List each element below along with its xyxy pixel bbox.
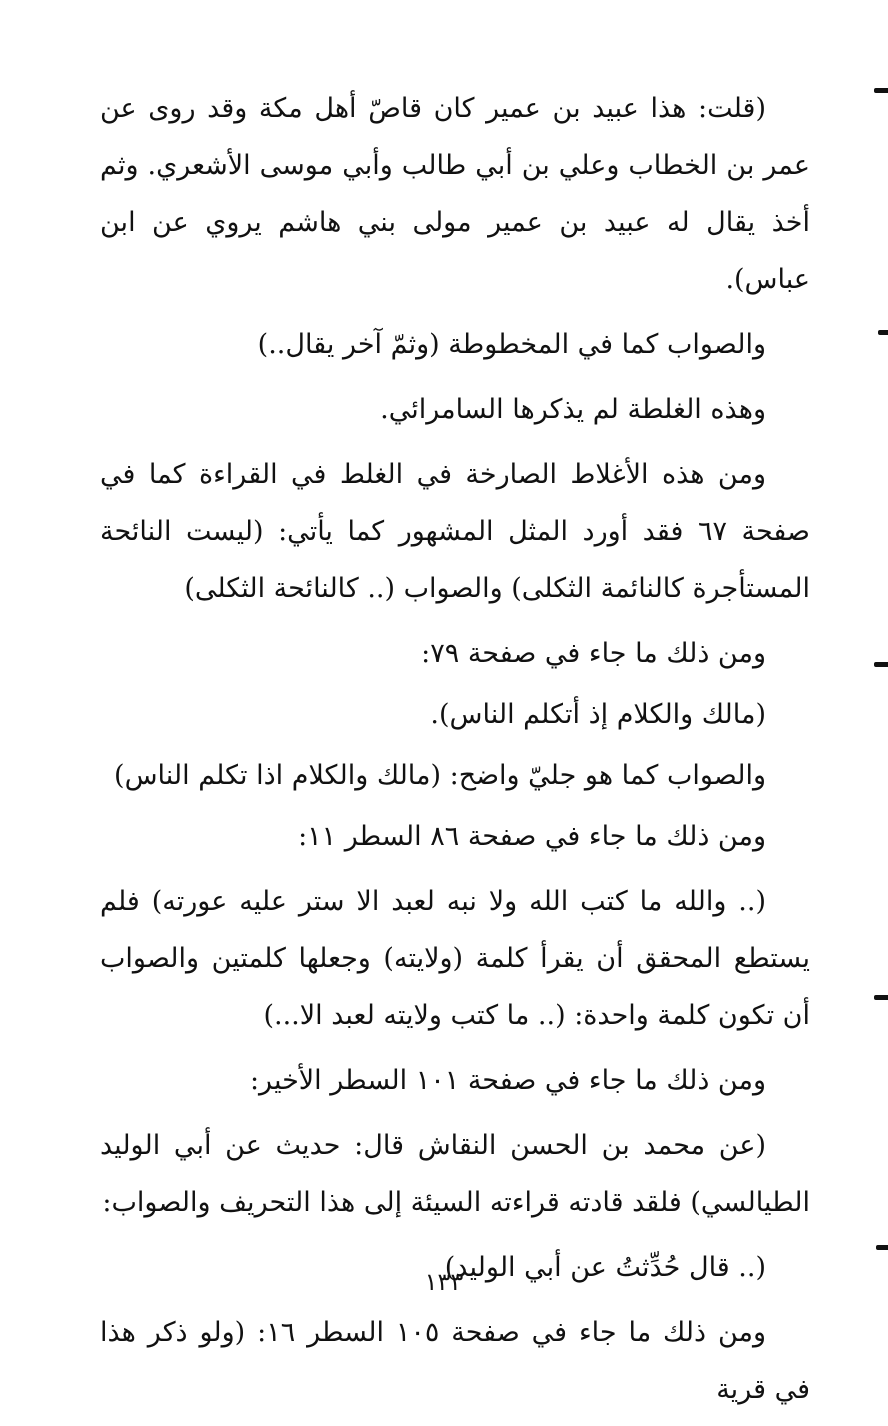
- paragraph-page-86-intro: ومن ذلك ما جاء في صفحة ٨٦ السطر ١١:: [298, 821, 766, 852]
- paragraph-samarrai-note: وهذه الغلطة لم يذكرها السامرائي.: [380, 394, 766, 425]
- paragraph-page-101-quote: (عن محمد بن الحسن النقاش قال: حديث عن أبي الوليد الطيالسي) فلقد قادته قراءته السيئة إلى هذا التحريف والصواب:: [100, 1130, 810, 1218]
- page-edge-mark: [874, 88, 888, 93]
- paragraph-page-79-intro: ومن ذلك ما جاء في صفحة ٧٩:: [421, 638, 766, 669]
- page-edge-mark: [878, 330, 888, 335]
- page-edge-mark: [874, 995, 888, 1000]
- page-edge-mark: [874, 662, 888, 667]
- body-text: [100, 80, 810, 1426]
- paragraph-page-86-quote: (.. والله ما كتب الله ولا نبه لعبد الا ستر عليه عورته) فلم يستطع المحقق أن يقرأ كلمة (ولايته) وجعلها كلمتين والصواب أن تكون كلمة واحدة: (.. ما كتب ولايته لعبد الا...): [100, 886, 810, 1031]
- page-number: ١٣٣: [424, 1268, 464, 1296]
- paragraph-page-105-intro: ومن ذلك ما جاء في صفحة ١٠٥ السطر ١٦: (ولو ذكر هذا في قرية: [100, 1317, 810, 1405]
- paragraph-page-101-correction: (.. قال حُدِّثتُ عن أبي الوليد): [444, 1252, 766, 1283]
- paragraph-correction-manuscript: والصواب كما في المخطوطة (وثمّ آخر يقال..): [257, 329, 766, 360]
- paragraph-page-101-intro: ومن ذلك ما جاء في صفحة ١٠١ السطر الأخير:: [249, 1065, 766, 1096]
- paragraph-page-79-quote: (مالك والكلام إذ أتكلم الناس).: [430, 699, 766, 730]
- paragraph-page-67: ومن هذه الأغلاط الصارخة في الغلط في القراءة كما في صفحة ٦٧ فقد أورد المثل المشهور كما يأتي: (ليست النائحة المستأجرة كالنائمة الثكلى) والصواب (.. كالنائحة الثكلى): [100, 459, 810, 604]
- page-edge-mark: [876, 1245, 888, 1250]
- paragraph-page-79-correction: والصواب كما هو جليّ واضح: (مالك والكلام اذا تكلم الناس): [114, 760, 766, 791]
- paragraph-quote-ubayd: (قلت: هذا عبيد بن عمير كان قاصّ أهل مكة وقد روى عن عمر بن الخطاب وعلي بن أبي طالب وأبي موسى الأشعري. وثم أخذ يقال له عبيد بن عمير مولى بني هاشم يروي عن ابن عباس).: [100, 93, 810, 295]
